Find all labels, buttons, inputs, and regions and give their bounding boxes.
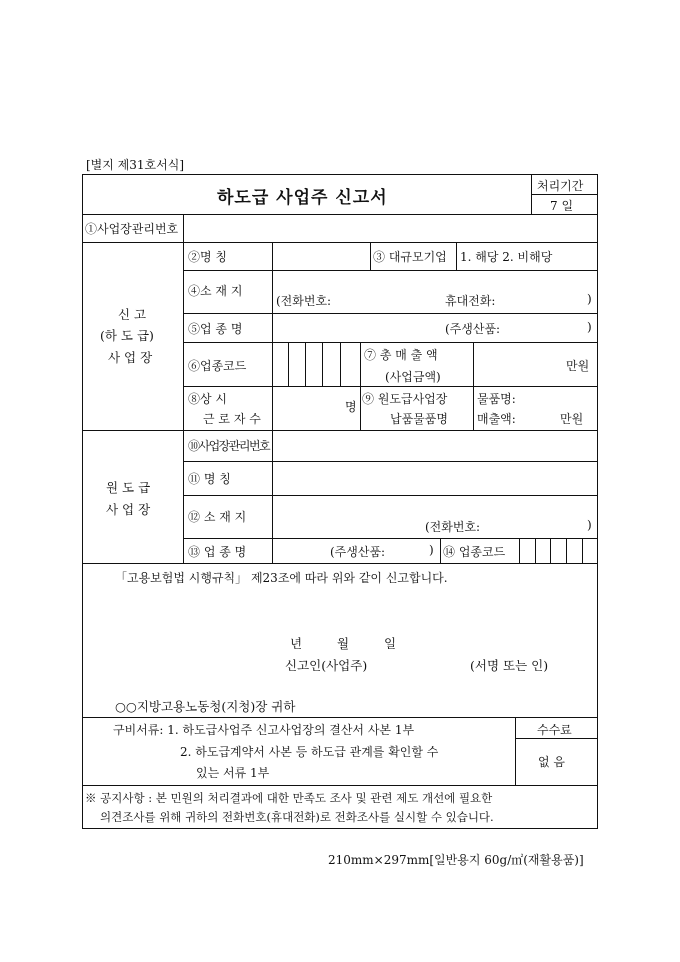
- supplied-label-2: 납품물품명: [390, 412, 448, 426]
- phone-label: (전화번호:: [276, 294, 332, 308]
- contractor-business-code-label: ⑭ 업종코드: [443, 545, 506, 559]
- attachments-line3: 있는 서류 1부: [196, 766, 270, 780]
- date-year: 년: [290, 636, 303, 651]
- mgmt-no-label: ①사업장관리번호: [85, 222, 179, 236]
- large-company-label: ③ 대규모기업: [373, 250, 447, 264]
- paper-spec: 210mm×297mm[일반용지 60g/㎡(재활용품)]: [328, 853, 584, 867]
- contractor-name-label: ⑪ 명 칭: [188, 472, 231, 486]
- workers-unit: 명: [345, 400, 357, 414]
- reporter-group-line1: 신 고: [118, 307, 147, 322]
- reporter-group-line3: 사 업 장: [108, 350, 153, 365]
- total-sales-sub: (사업금액): [385, 370, 441, 384]
- addressee: ○○지방고용노동청(지청)장 귀하: [115, 699, 296, 714]
- workers-label-1: ⑧상 시: [188, 392, 227, 406]
- mgmt-no-field[interactable]: [187, 216, 595, 240]
- total-sales-unit: 만원: [566, 359, 590, 373]
- fee-label: 수수료: [537, 723, 572, 737]
- business-type-label: ⑤업 종 명: [188, 322, 243, 336]
- fee-value: 없 음: [538, 755, 565, 769]
- contractor-close-paren: ): [587, 518, 592, 532]
- product-name-label: 물품명:: [477, 392, 516, 406]
- close-paren-2: ): [587, 320, 592, 334]
- sales-unit: 만원: [560, 412, 584, 426]
- contractor-business-type-label: ⑬ 업 종 명: [188, 545, 247, 559]
- name-label: ②명 칭: [188, 250, 227, 264]
- reporter-signer: 신고인(사업주): [285, 658, 368, 673]
- address-label: ④소 재 지: [188, 284, 243, 298]
- main-product-label: (주생산품:: [445, 322, 501, 336]
- contractor-close-paren-2: ): [429, 543, 434, 557]
- sales-label: 매출액:: [477, 412, 516, 426]
- large-company-options[interactable]: 1. 해당 2. 비해당: [460, 250, 553, 264]
- workers-label-2: 근 로 자 수: [203, 412, 261, 426]
- name-field[interactable]: [276, 245, 366, 267]
- contractor-group-line2: 사 업 장: [106, 502, 151, 517]
- reporter-group-line2: (하 도 급): [100, 328, 154, 343]
- contractor-address-label: ⑫ 소 재 지: [188, 510, 247, 524]
- business-code-label: ⑥업종코드: [188, 359, 247, 373]
- contractor-mgmt-no-label: ⑩사업장관리번호: [188, 439, 270, 453]
- declaration-statement: 「고용보험법 시행규칙」 제23조에 따라 위와 같이 신고합니다.: [115, 571, 448, 585]
- contractor-phone-label: (전화번호:: [425, 520, 481, 534]
- date-month: 월: [337, 636, 350, 651]
- supplied-label-1: ⑨ 원도급사업장: [362, 392, 448, 406]
- form-number: [별지 제31호서식]: [86, 158, 184, 172]
- attachments-line2: 2. 하도급계약서 사본 등 하도급 관계를 확인할 수: [180, 745, 439, 759]
- processing-label: 처리기간: [537, 179, 584, 193]
- mobile-label: 휴대전화:: [445, 294, 496, 308]
- total-sales-label: ⑦ 총 매 출 액: [364, 348, 438, 362]
- notice-line2: 의견조사를 위해 귀하의 전화번호(휴대전화)로 전화조사를 실시할 수 있습니다.: [100, 810, 494, 824]
- processing-value: 7 일: [550, 199, 574, 213]
- signature-placeholder[interactable]: (서명 또는 인): [470, 658, 549, 673]
- notice-line1: ※ 공지사항 : 본 민원의 처리결과에 대한 만족도 조사 및 관련 제도 개선에 필요한: [85, 791, 493, 805]
- date-day: 일: [384, 636, 397, 651]
- close-paren: ): [587, 292, 592, 306]
- contractor-main-product-label: (주생산품:: [330, 545, 386, 559]
- contractor-group-line1: 원 도 급: [106, 480, 151, 495]
- form-title: 하도급 사업주 신고서: [217, 188, 388, 208]
- attachments-line1: 구비서류: 1. 하도급사업주 신고사업장의 결산서 사본 1부: [113, 723, 415, 737]
